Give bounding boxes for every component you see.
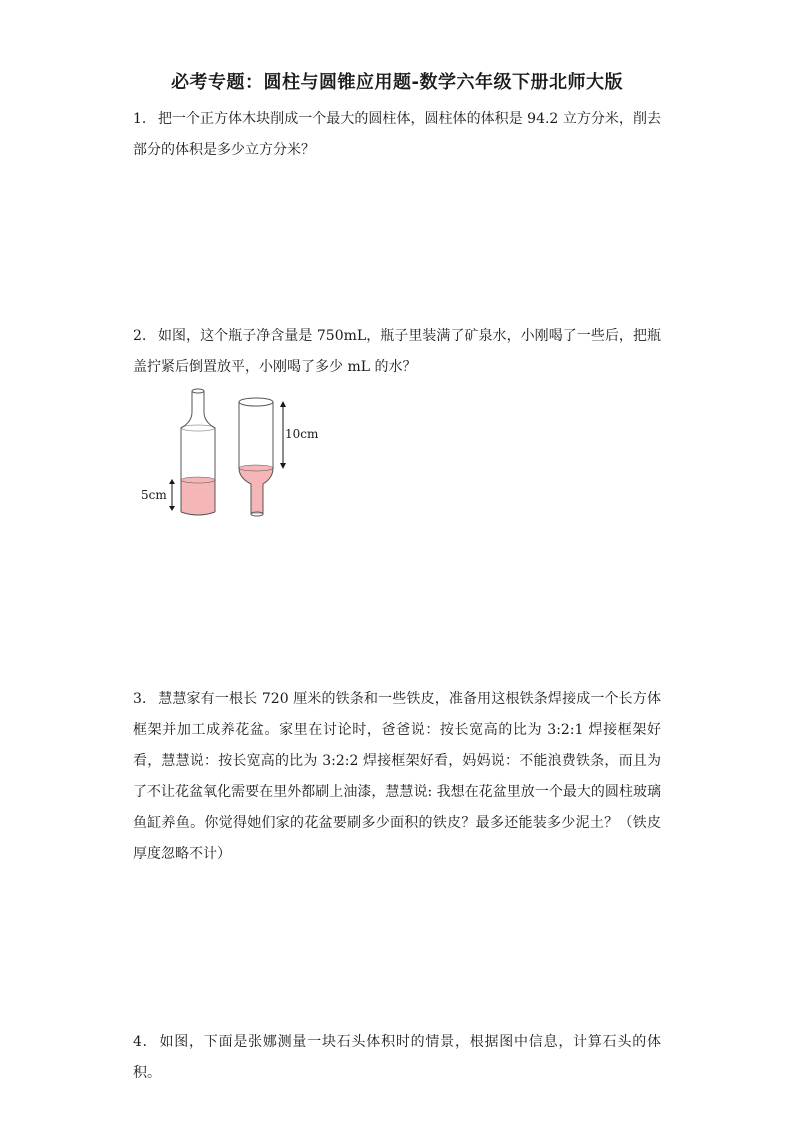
bottle-diagram	[135, 388, 325, 523]
question-text: 如图，下面是张娜测量一块石头体积时的情景，根据图中信息，计算石头的体积。	[133, 1034, 661, 1081]
upright-bottle-water-surface	[181, 477, 215, 483]
upright-bottle-shoulder	[181, 425, 215, 431]
question-3	[133, 684, 661, 870]
question-number: 2．	[133, 328, 156, 344]
inverted-bottle-water	[239, 468, 273, 514]
question-1	[133, 104, 661, 166]
question-text: 慧慧家有一根长 720 厘米的铁条和一些铁皮，准备用这根铁条焊接成一个长方体框架并加工成养花盆。家里在讨论时，爸爸说：按长宽高的比为 3:2:1 焊接框架好看，慧慧说：按长宽高的比为 3:2:2 焊接框架好看，妈妈说：不能浪费铁条，而且为了不让花盆氧化需要在里外都刷上油漆，慧慧说: 我想在花盆里放一个最大的圆柱玻璃鱼缸养鱼。你觉得她们家的花盆要刷多少面积的铁皮？最多还能装多少泥土？（铁皮厚度忽略不计）	[133, 691, 661, 862]
bottle-figure	[135, 388, 325, 523]
inverted-bottle-water-surface	[239, 465, 273, 471]
question-text: 把一个正方体木块削成一个最大的圆柱体，圆柱体的体积是 94.2 立方分米，削去部分的体积是多少立方分米？	[133, 111, 661, 158]
inverted-bottle	[239, 398, 273, 516]
left-dimension-label: 5cm	[141, 488, 167, 502]
right-dimension	[280, 401, 319, 469]
question-number: 4．	[133, 1034, 158, 1050]
upright-bottle	[181, 389, 215, 515]
inverted-bottle-base	[239, 398, 273, 406]
question-number: 1．	[133, 111, 156, 127]
right-dimension-label: 10cm	[285, 427, 319, 441]
question-4	[133, 1027, 661, 1089]
left-dimension	[141, 479, 175, 511]
upright-bottle-water	[181, 480, 215, 515]
page-title: 必考专题：圆柱与圆锥应用题-数学六年级下册北师大版	[171, 72, 623, 93]
question-number: 3．	[133, 691, 157, 707]
question-2	[133, 321, 661, 383]
question-text: 如图，这个瓶子净含量是 750mL，瓶子里装满了矿泉水，小刚喝了一些后，把瓶盖拧紧后倒置放平，小刚喝了多少 mL 的水？	[133, 328, 661, 375]
upright-bottle-mouth	[192, 389, 204, 393]
